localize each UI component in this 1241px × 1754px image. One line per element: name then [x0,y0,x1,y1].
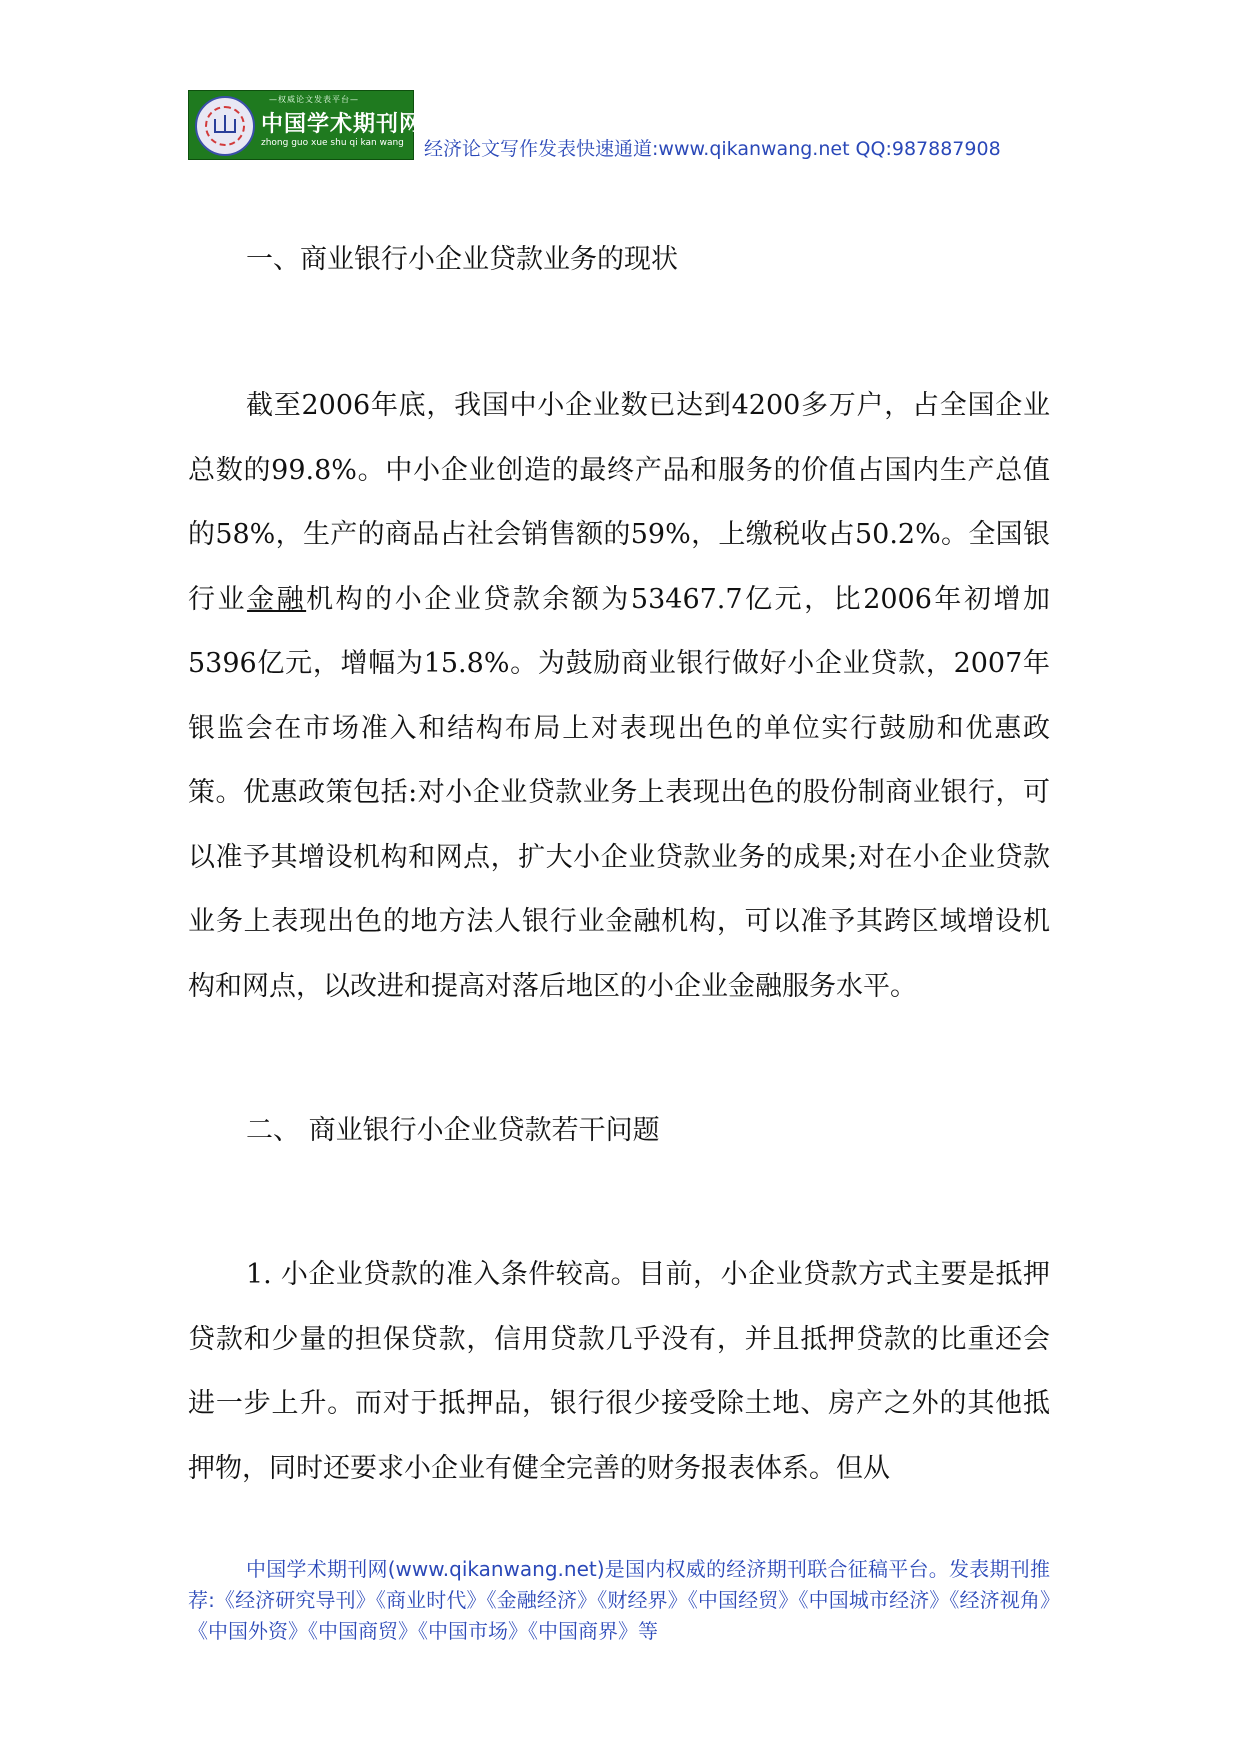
section-heading-1: 一、商业银行小企业贷款业务的现状 [246,244,678,275]
site-logo[interactable] [188,90,423,160]
logo-pinyin: zhong guo xue shu qi kan wang [261,138,404,148]
page-header [188,88,1068,162]
header-slogan: 经济论文写作发表快速通道:www.qikanwang.net QQ:987887908 [424,138,1001,160]
logo-title: 中国学术期刊网 [261,112,423,137]
finance-link[interactable]: 金融 [247,583,307,615]
page-footer: 中国学术期刊网(www.qikanwang.net)是国内权威的经济期刊联合征稿平台。发表期刊推荐:《经济研究导刊》《商业时代》《金融经济》《财经界》《中国经贸》《中国城市经济》《经济视角》《中国外资》《中国商贸》《中国市场》《中国商界》等 [188,1557,1050,1643]
paragraph-1-text-b: 机构的小企业贷款余额为53467.7亿元，比2006年初增加5396亿元，增幅为15.8%。为鼓励商业银行做好小企业贷款，2007年银监会在市场准入和结构布局上对表现出色的单位实行鼓励和优惠政策。优惠政策包括:对小企业贷款业务上表现出色的股份制商业银行，可以准予其增设机构和网点，扩大小企业贷款业务的成果;对在小企业贷款业务上表现出色的地方法人银行业金融机构，可以准予其跨区域增设机构和网点，以改进和提高对落后地区的小企业金融服务水平。 [188,583,1051,1002]
paragraph-2: 1. 小企业贷款的准入条件较高。目前，小企业贷款方式主要是抵押贷款和少量的担保贷款，信用贷款几乎没有，并且抵押贷款的比重还会进一步上升。而对于抵押品，银行很少接受除土地、房产之外的其他抵押物，同时还要求小企业有健全完善的财务报表体系。但从 [188,1259,1050,1484]
article-body [188,230,1050,1501]
paragraph-1-text-a: 截至2006年底，我国中小企业数已达到4200多万户，占全国企业总数的99.8%。中小企业创造的最终产品和服务的价值占国内生产总值的58%，生产的商品占社会销售额的59%，上缴税收占50.2%。全国银行业 [188,390,1050,615]
book-globe-icon [195,96,255,156]
paragraph-1 [188,374,1050,1019]
logo-tagline: —权威论文发表平台— [269,95,359,104]
section-heading-2: 二、 商业银行小企业贷款若干问题 [246,1115,660,1146]
